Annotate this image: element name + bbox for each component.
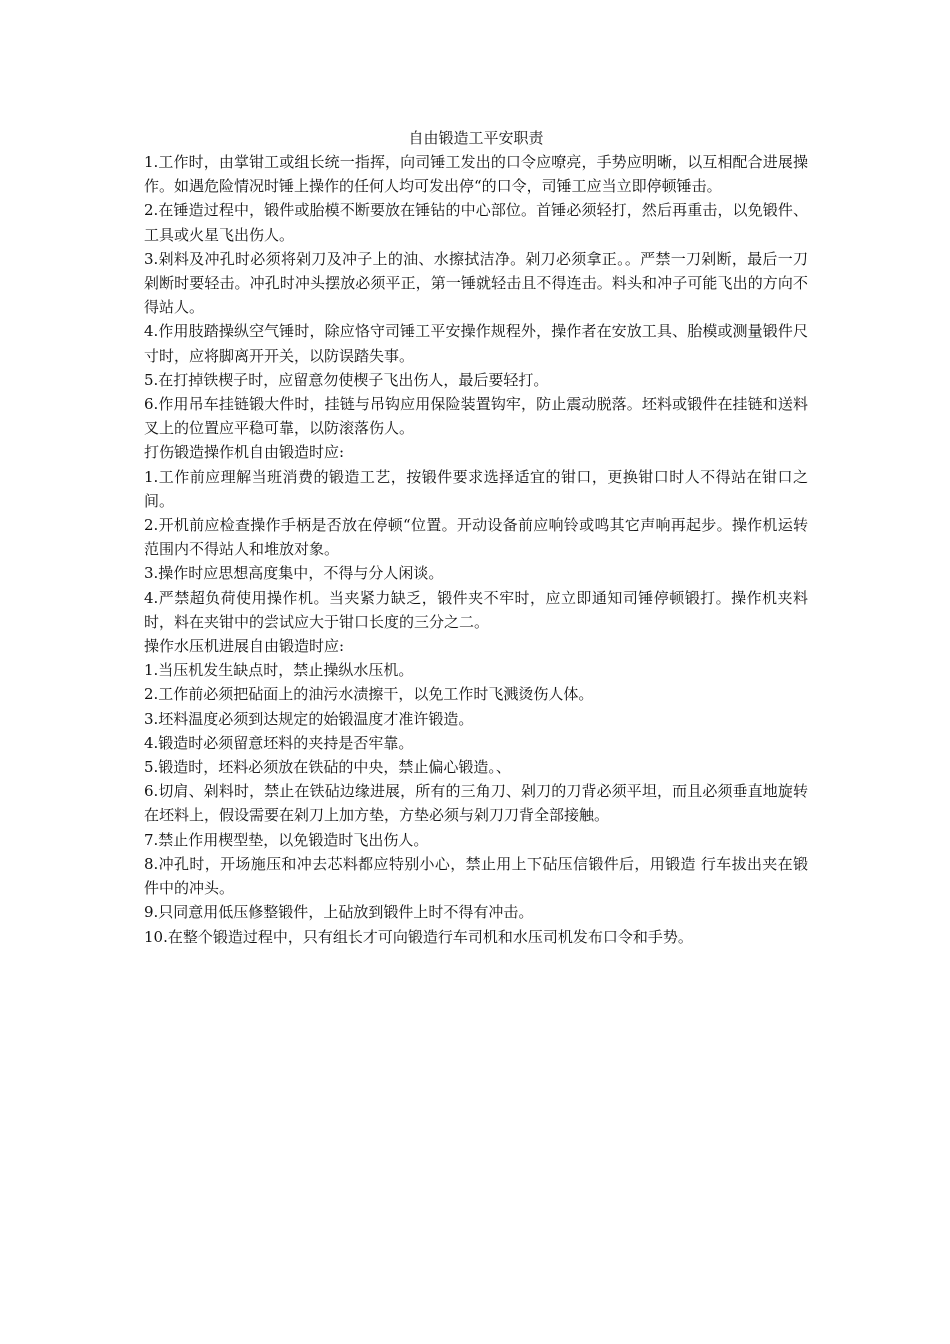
- paragraph-15: 3.坯料温度必须到达规定的始锻温度才准许锻造。: [144, 709, 474, 728]
- paragraph-6: 6.作用吊车挂链锻大件时，挂链与吊钩应用保险装置钩牢，防止震动脱落。坯料或锻件在挂链和送料叉上的位置应平稳可靠，以防滚落伤人。: [144, 395, 808, 438]
- section-heading-hydraulic-press: 操作水压机进展自由锻造时应:: [144, 637, 345, 656]
- paragraph-20: 8.冲孔时，开场施压和冲去芯料都应特别小心，禁止用上下砧压信锻件后，用锻造 行车拔出夹在锻件中的冲头。: [144, 854, 808, 898]
- paragraph-19: 7.禁止作用楔型垫，以免锻造时飞出伤人。: [144, 830, 429, 849]
- paragraph-5: 5.在打掉铁楔子时，应留意勿使楔子飞出伤人，最后要轻打。: [144, 370, 549, 389]
- paragraph-13: 1.当压机发生缺点时，禁止操纵水压机。: [144, 661, 414, 680]
- paragraph-14: 2.工作前必须把砧面上的油污水渍擦干，以免工作时飞溅烫伤人体。: [144, 685, 594, 704]
- paragraph-22: 10.在整个锻造过程中，只有组长才可向锻造行车司机和水压司机发布口令和手势。: [144, 927, 693, 946]
- paragraph-9: 2.开机前应检查操作手柄是否放在停顿“位置。开动设备前应响铃或鸣其它声响再起步。操作机运转范围内不得站人和堆放对象。: [144, 516, 808, 559]
- paragraph-18: 6.切肩、剁料时，禁止在铁砧边缘进展，所有的三角刀、剁刀的刀背必须平坦，而且必须垂直地旋转在坯料上，假设需要在剁刀上加方垫，方垫必须与剁刀刀背全部接触。: [144, 782, 808, 825]
- paragraph-8: 1.工作前应理解当班消费的锻造工艺，按锻件要求选择适宜的钳口，更换钳口时人不得站在钳口之间。: [144, 467, 808, 510]
- paragraph-4: 4.作用肢踏操纵空气锤时，除应恪守司锤工平安操作规程外，操作者在安放工具、胎模或测量锻件尺寸时，应将脚离开开关，以防误踏失事。: [144, 322, 808, 365]
- paragraph-1: 1.工作时，由掌钳工或组长统一指挥，向司锤工发出的口令应嘹亮，手势应明晰，以互相配合进展操作。如遇危险情况时锤上操作的任何人均可发出停“的口令，司锤工应当立即停顿锤击。: [144, 153, 808, 196]
- paragraph-11: 4.严禁超负荷使用操作机。当夹紧力缺乏，锻件夹不牢时，应立即通知司锤停顿锻打。操作机夹料时，料在夹钳中的尝试应大于钳口长度的三分之二。: [144, 588, 808, 631]
- paragraph-16: 4.锻造时必须留意坯料的夹持是否牢靠。: [144, 733, 414, 752]
- section-heading-operating-machine: 打伤锻造操作机自由锻造时应:: [144, 443, 345, 462]
- paragraph-2: 2.在锤造过程中，锻件或胎模不断要放在锤钻的中心部位。首锤必须轻打，然后再重击，以免锻件、工具或火星飞出伤人。: [144, 201, 808, 244]
- paragraph-21: 9.只同意用低压修整锻件，上砧放到锻件上时不得有冲击。: [144, 903, 534, 922]
- document-body: [144, 126, 808, 949]
- paragraph-3: 3.剁料及冲孔时必须将剁刀及冲子上的油、水擦拭洁净。剁刀必须拿正。。严禁一刀剁断，最后一刀剁断时要轻击。冲孔时冲头摆放必须平正，第一锤就轻击且不得连击。料头和冲子可能飞出的方向不得站人。: [144, 249, 808, 317]
- paragraph-10: 3.操作时应思想高度集中，不得与分人闲谈。: [144, 564, 444, 583]
- paragraph-17: 5.锻造时，坯料必须放在铁砧的中央，禁止偏心锻造。、: [144, 758, 511, 777]
- document-title: 自由锻造工平安职责: [408, 129, 544, 147]
